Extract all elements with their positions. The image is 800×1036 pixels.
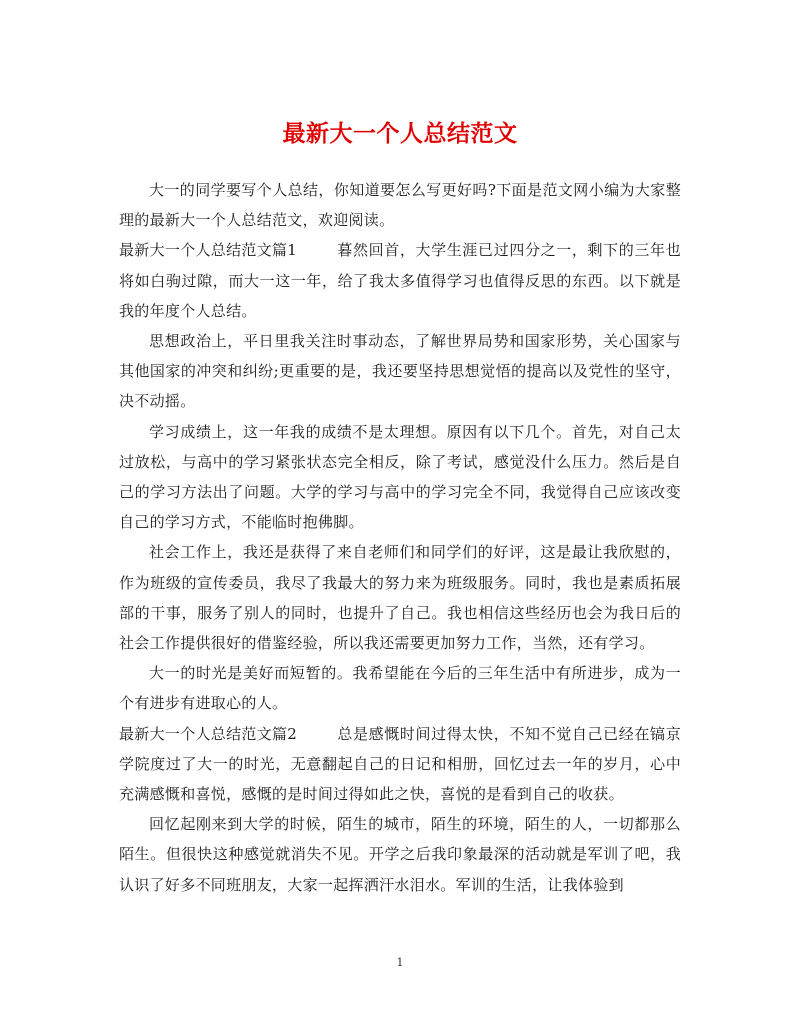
politics-paragraph: 思想政治上，平日里我关注时事动态，了解世界局势和国家形势，关心国家与其他国家的冲突和纠纷;更重要的是，我还要坚持思想觉悟的提高以及党性的坚守，决不动摇。 (119, 332, 681, 411)
intro-paragraph: 大一的同学要写个人总结，你知道要怎么写更好吗?下面是范文网小编为大家整理的最新大一个人总结范文，欢迎阅读。 (119, 181, 681, 230)
document-body (119, 175, 681, 900)
page-number: 1 (396, 956, 404, 969)
section-1-lead-text: 暮然回首，大学生涯已过四分之一，剩下的三年也将如白驹过隙，而大一这一年，给了我太多值得学习也值得反思的东西。以下就是我的年度个人总结。 (119, 241, 681, 320)
document-title: 最新大一个人总结范文 (282, 120, 518, 148)
section-2-heading: 最新大一个人总结范文篇2 (119, 724, 298, 743)
section-1-heading: 最新大一个人总结范文篇1 (119, 241, 298, 260)
section-1-paragraph (119, 235, 681, 326)
social-work-paragraph: 社会工作上，我还是获得了来自老师们和同学们的好评，这是最让我欣慰的，作为班级的宣传委员，我尽了我最大的努力来为班级服务。同时，我也是素质拓展部的干事，服务了别人的同时，也提升了自己。我也相信这些经历也会为我日后的社会工作提供很好的借鉴经验，所以我还需要更加努力工作，当然，还有学习。 (119, 543, 681, 653)
study-paragraph: 学习成绩上，这一年我的成绩不是太理想。原因有以下几个。首先，对自己太过放松，与高中的学习紧张状态完全相反，除了考试，感觉没什么压力。然后是自己的学习方法出了问题。大学的学习与高中的学习完全不同，我觉得自己应该改变自己的学习方式，不能临时抱佛脚。 (119, 422, 681, 532)
closing-paragraph: 大一的时光是美好而短暂的。我希望能在今后的三年生活中有所进步，成为一个有进步有进取心的人。 (119, 664, 681, 713)
section-2-paragraph (119, 719, 681, 810)
military-training-paragraph: 回忆起刚来到大学的时候，陌生的城市，陌生的环境，陌生的人，一切都那么陌生。但很快这种感觉就消失不见。开学之后我印象最深的活动就是军训了吧，我认识了好多不同班朋友，大家一起挥洒汗水泪水。军训的生活，让我体验到 (119, 815, 681, 894)
section-2-lead-text: 总是感慨时间过得太快，不知不觉自己已经在镐京学院度过了大一的时光，无意翻起自己的日记和相册，回忆过去一年的岁月，心中充满感慨和喜悦，感慨的是时间过得如此之快，喜悦的是看到自己的收获。 (119, 724, 681, 804)
